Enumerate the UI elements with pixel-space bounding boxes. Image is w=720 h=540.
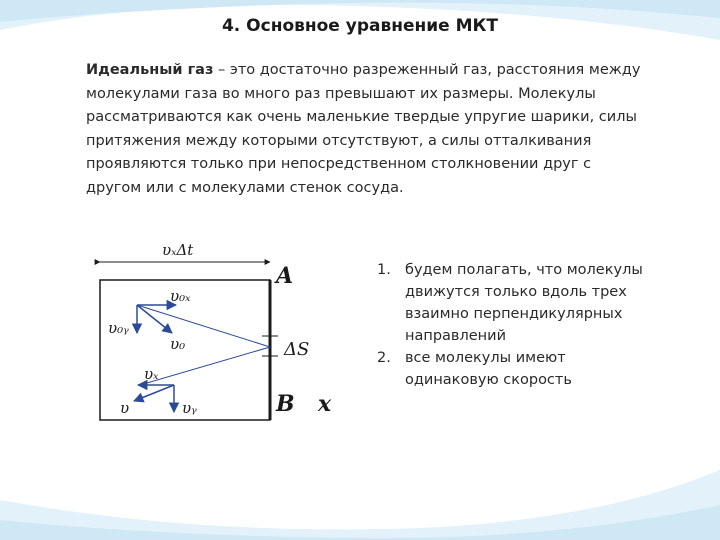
trajectory-line xyxy=(140,347,270,385)
slide-title: 4. Основное уравнение МКТ xyxy=(221,16,499,36)
list-text: все молекулы имеют одинаковую скорость xyxy=(405,350,572,388)
label-v0: υ₀ xyxy=(170,335,186,353)
assumptions-list xyxy=(377,259,657,391)
width-label: υₓΔt xyxy=(162,241,194,259)
label-v0y: υ₀ᵧ xyxy=(108,319,129,337)
label-v: υ xyxy=(120,399,130,417)
vector-v xyxy=(134,385,174,401)
trajectory-line xyxy=(137,305,270,347)
vector-v0 xyxy=(137,305,172,333)
list-text: будем полагать, что молекулы движутся только вдоль трех взаимно перпендикулярных направлений xyxy=(405,262,643,344)
label-B: B xyxy=(276,391,295,417)
list-number: 2. xyxy=(377,350,391,366)
list-number: 1. xyxy=(377,262,391,278)
label-vy: υᵧ xyxy=(182,399,197,417)
label-vx: υₓ xyxy=(144,365,159,383)
label-dS: ΔS xyxy=(284,339,310,360)
definition-paragraph xyxy=(86,59,646,200)
molecule-diagram xyxy=(90,235,350,425)
label-A: A xyxy=(276,263,294,289)
definition-body: – это достаточно разреженный газ, расстояния между молекулами газа во много раз превышают их размеры. Молекулы рассматриваются как очень маленькие твердые упругие шарики, силы притяжения между которыми отсутствуют, а силы отталкивания проявляются только при непосредственном столкновении друг с другом или с молекулами стенок сосуда. xyxy=(86,62,641,196)
label-x: x xyxy=(318,391,332,417)
label-v0x: υ₀ₓ xyxy=(170,287,191,305)
definition-term: Идеальный газ xyxy=(86,62,214,78)
list-item xyxy=(377,347,657,391)
list-item xyxy=(377,259,657,347)
